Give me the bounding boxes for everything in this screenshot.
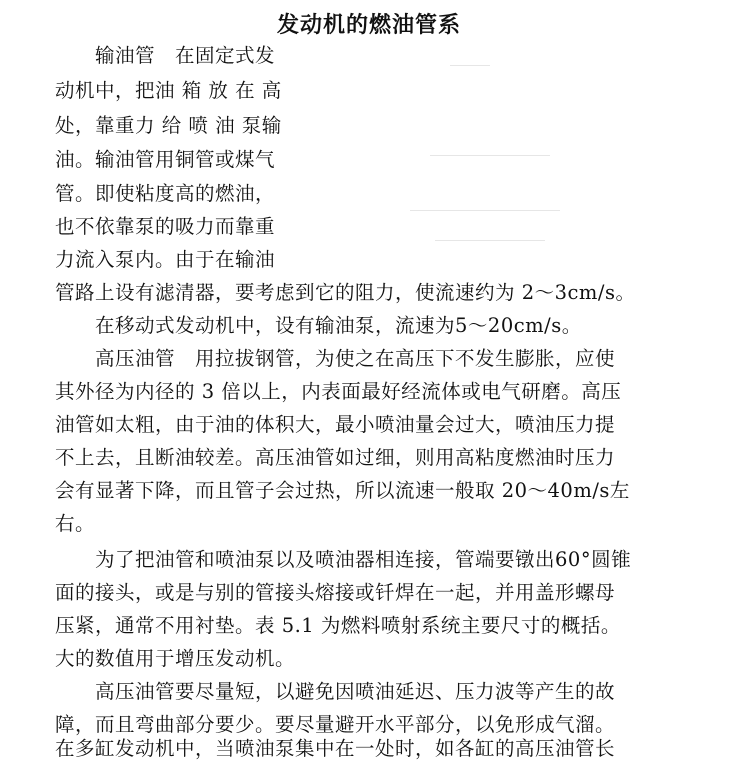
paragraph-line: 右。 (55, 512, 96, 535)
paragraph-line: 力流入泵内。由于在输油 (55, 248, 276, 271)
paragraph-line: 在移动式发动机中，设有输油泵，流速为5～20cm/s。 (95, 314, 582, 337)
paragraph-line: 处，靠重力 给 喷 油 泵输 (55, 114, 282, 137)
paragraph-line: 动机中，把油 箱 放 在 高 (55, 79, 282, 102)
paragraph-line: 高压油管 用拉拔钢管，为使之在高压下不发生膨胀，应使 (95, 347, 616, 370)
paragraph-line: 面的接头，或是与别的管接头熔接或钎焊在一起，并用盖形螺母 (55, 581, 616, 604)
paragraph-line: 油管如太粗，由于油的体积大，最小喷油量会过大，喷油压力提 (55, 413, 616, 436)
paragraph-line: 管路上设有滤清器，要考虑到它的阻力，使流速约为 2～3cm/s。 (55, 281, 636, 304)
blank-figure-area (370, 45, 670, 260)
paragraph-line: 高压油管要尽量短，以避免因喷油延迟、压力波等产生的故 (95, 680, 616, 703)
paragraph-line: 在多缸发动机中，当喷油泵集中在一处时，如各缸的高压油管长 (55, 737, 616, 760)
paragraph-line: 其外径为内径的 3 倍以上，内表面最好经流体或电气研磨。高压 (55, 380, 622, 403)
paragraph-line: 障，而且弯曲部分要少。要尽量避开水平部分，以免形成气溜。 (55, 713, 616, 736)
paragraph-line: 油。输油管用铜管或煤气 (55, 148, 276, 171)
paragraph-line: 会有显著下降，而且管子会过热，所以流速一般取 20～40m/s左 (55, 479, 630, 502)
paragraph-line: 管。即使粘度高的燃油， (55, 182, 276, 205)
paragraph-line: 为了把油管和喷油泵以及喷油器相连接，管端要镦出60°圆锥 (95, 548, 632, 571)
paragraph-line: 也不依靠泵的吸力而靠重 (55, 215, 276, 238)
page-title: 发动机的燃油管系 (276, 13, 461, 38)
paragraph-line: 大的数值用于增压发动机。 (55, 647, 296, 670)
paragraph-line: 输油管 在固定式发 (95, 44, 276, 67)
paragraph-line: 压紧，通常不用衬垫。表 5.1 为燃料喷射系统主要尺寸的概括。 (55, 614, 621, 637)
paragraph-line: 不上去，且断油较差。高压油管如过细，则用高粘度燃油时压力 (55, 446, 616, 469)
